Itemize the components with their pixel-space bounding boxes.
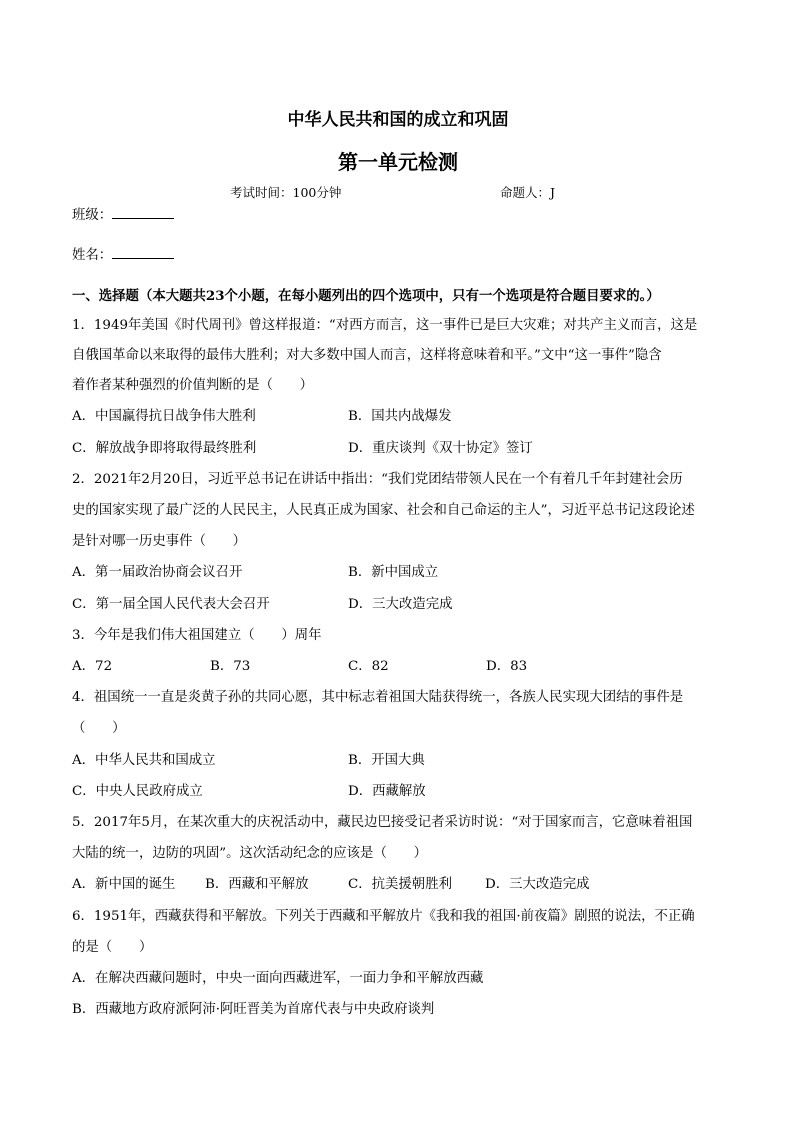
question-1-option-a[interactable]: A．中国赢得抗日战争伟大胜利 <box>72 409 256 424</box>
class-blank[interactable] <box>112 206 174 219</box>
question-2-option-a[interactable]: A．第一届政治协商会议召开 <box>72 565 243 580</box>
question-4-line-2: （ ） <box>72 721 126 736</box>
question-2-line-3: 是针对哪一历史事件（ ） <box>72 534 247 549</box>
exam-author: 命题人：J <box>500 185 556 200</box>
question-5-option-b[interactable]: B．西藏和平解放 <box>205 877 309 892</box>
question-2-option-c[interactable]: C．第一届全国人民代表大会召开 <box>72 597 270 612</box>
question-4-option-d[interactable]: D．西藏解放 <box>348 784 426 799</box>
question-5-line-1: 5．2017年5月，在某次重大的庆祝活动中，藏民边巴接受记者采访时说：“对于国家而言，它意味着祖国 <box>72 815 693 830</box>
question-1-option-b[interactable]: B．国共内战爆发 <box>348 409 452 424</box>
question-1-line-3: 着作者某种强烈的价值判断的是（ ） <box>72 378 314 393</box>
question-5-option-c[interactable]: C．抗美援朝胜利 <box>348 877 452 892</box>
question-6-option-b[interactable]: B．西藏地方政府派阿沛·阿旺晋美为首席代表与中央政府谈判 <box>72 1002 435 1017</box>
question-2-option-d[interactable]: D．三大改造完成 <box>348 597 453 612</box>
question-4-option-a[interactable]: A．中华人民共和国成立 <box>72 753 216 768</box>
question-3-option-c[interactable]: C．82 <box>348 659 389 674</box>
question-5-option-d[interactable]: D．三大改造完成 <box>485 877 590 892</box>
question-3-option-d[interactable]: D．83 <box>486 659 528 674</box>
question-4-option-b[interactable]: B．开国大典 <box>348 753 425 768</box>
question-5-option-a[interactable]: A．新中国的诞生 <box>72 877 176 892</box>
question-5-line-2: 大陆的统一，边防的巩固”。这次活动纪念的应该是（ ） <box>72 846 427 861</box>
question-2-option-b[interactable]: B．新中国成立 <box>348 565 439 580</box>
question-3-option-b[interactable]: B．73 <box>210 659 251 674</box>
question-4-option-c[interactable]: C．中央人民政府成立 <box>72 784 203 799</box>
question-4-line-1: 4．祖国统一一直是炎黄子孙的共同心愿，其中标志着祖国大陆获得统一，各族人民实现大团结的事件是 <box>72 690 684 705</box>
name-field <box>72 244 174 263</box>
exam-time: 考试时间：100分钟 <box>230 185 342 200</box>
question-1-line-1: 1．1949年美国《时代周刊》曾这样报道：“对西方而言，这一事件已是巨大灾难；对共产主义而言，这是 <box>72 318 698 333</box>
name-label: 姓名： <box>72 248 113 263</box>
question-1-line-2: 自俄国革命以来取得的最伟大胜利；对大多数中国人而言，这样将意味着和平。”文中“这一事件”隐含 <box>72 348 662 363</box>
section-heading: 一、选择题（本大题共23个小题，在每小题列出的四个选项中，只有一个选项是符合题目要求的。） <box>72 288 660 304</box>
question-3-line-1: 3．今年是我们伟大祖国建立（ ）周年 <box>72 628 322 643</box>
question-3-option-a[interactable]: A．72 <box>72 659 113 674</box>
question-1-option-c[interactable]: C．解放战争即将取得最终胜利 <box>72 441 257 456</box>
question-6-line-1: 6．1951年，西藏获得和平解放。下列关于西藏和平解放片《我和我的祖国·前夜篇》剧照的说法，不正确 <box>72 909 695 924</box>
class-label: 班级： <box>72 208 113 223</box>
question-1-option-d[interactable]: D．重庆谈判《双十协定》签订 <box>348 441 533 456</box>
question-2-line-2: 史的国家实现了最广泛的人民民主，人民真正成为国家、社会和自己命运的主人”，习近平总书记这段论述 <box>72 503 695 518</box>
question-6-option-a[interactable]: A．在解决西藏问题时，中央一面向西藏进军，一面力争和平解放西藏 <box>72 971 484 986</box>
name-blank[interactable] <box>112 246 174 259</box>
question-6-line-2: 的是（ ） <box>72 940 153 955</box>
class-field <box>72 204 174 223</box>
question-2-line-1: 2．2021年2月20日，习近平总书记在讲话中指出：“我们党团结带领人民在一个有着几千年封建社会历 <box>72 472 683 487</box>
page-title: 中华人民共和国的成立和巩固 <box>287 110 509 130</box>
page-subtitle: 第一单元检测 <box>338 150 458 174</box>
